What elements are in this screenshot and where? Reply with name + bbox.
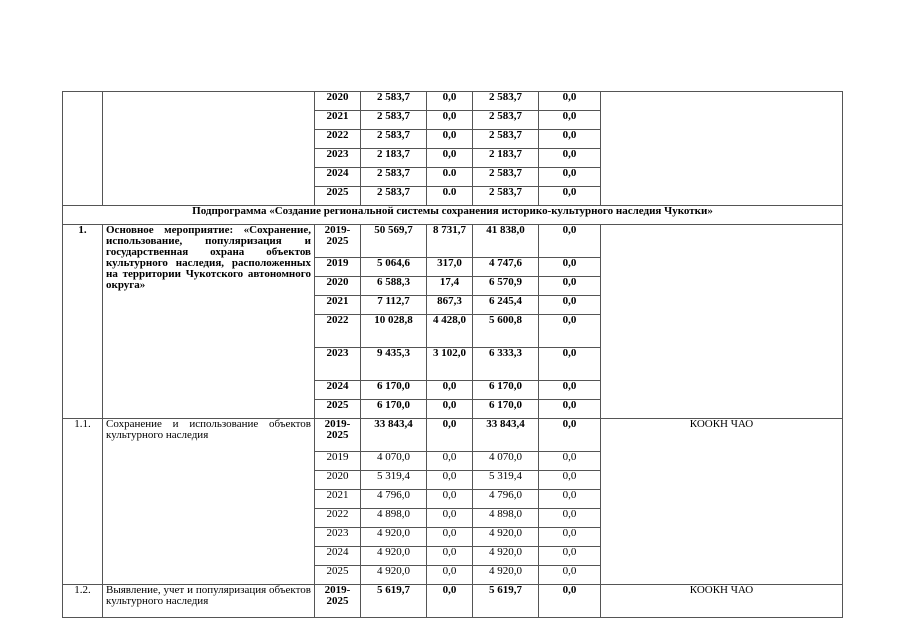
regional-cell: 6 170,0 bbox=[473, 400, 539, 419]
executor-cell bbox=[601, 225, 843, 419]
regional-cell: 2 183,7 bbox=[473, 149, 539, 168]
table-row bbox=[63, 225, 843, 258]
regional-cell: 4 920,0 bbox=[473, 528, 539, 547]
other-cell: 0,0 bbox=[539, 419, 601, 452]
federal-cell: 0,0 bbox=[427, 381, 473, 400]
table-row bbox=[63, 419, 843, 452]
year-cell: 2020 bbox=[315, 471, 361, 490]
federal-cell: 0,0 bbox=[427, 452, 473, 471]
other-cell: 0,0 bbox=[539, 566, 601, 585]
total-cell: 6 588,3 bbox=[361, 277, 427, 296]
other-cell: 0,0 bbox=[539, 490, 601, 509]
executor-cell: КООКН ЧАО bbox=[601, 419, 843, 585]
regional-cell: 41 838,0 bbox=[473, 225, 539, 258]
item-number: 1. bbox=[63, 225, 103, 419]
year-cell: 2022 bbox=[315, 509, 361, 528]
year-cell: 2024 bbox=[315, 547, 361, 566]
other-cell: 0,0 bbox=[539, 296, 601, 315]
total-cell: 4 920,0 bbox=[361, 528, 427, 547]
item-name: Сохранение и использование объектов культурного наследия bbox=[103, 419, 315, 585]
other-cell: 0,0 bbox=[539, 547, 601, 566]
regional-cell: 4 070,0 bbox=[473, 452, 539, 471]
other-cell: 0,0 bbox=[539, 509, 601, 528]
federal-cell: 8 731,7 bbox=[427, 225, 473, 258]
table-row bbox=[63, 92, 843, 111]
executor-cell: КООКН ЧАО bbox=[601, 585, 843, 618]
regional-cell: 4 747,6 bbox=[473, 258, 539, 277]
federal-cell: 0,0 bbox=[427, 111, 473, 130]
regional-cell: 4 796,0 bbox=[473, 490, 539, 509]
executor-cell bbox=[601, 92, 843, 206]
federal-cell: 867,3 bbox=[427, 296, 473, 315]
total-cell: 10 028,8 bbox=[361, 315, 427, 348]
federal-cell: 0,0 bbox=[427, 130, 473, 149]
year-cell: 2021 bbox=[315, 490, 361, 509]
regional-cell: 5 319,4 bbox=[473, 471, 539, 490]
federal-cell: 0,0 bbox=[427, 149, 473, 168]
regional-cell: 4 920,0 bbox=[473, 566, 539, 585]
total-cell: 4 920,0 bbox=[361, 547, 427, 566]
total-cell: 6 170,0 bbox=[361, 400, 427, 419]
other-cell: 0,0 bbox=[539, 315, 601, 348]
other-cell: 0,0 bbox=[539, 168, 601, 187]
year-cell: 2024 bbox=[315, 168, 361, 187]
regional-cell: 6 333,3 bbox=[473, 348, 539, 381]
other-cell: 0,0 bbox=[539, 130, 601, 149]
total-cell: 7 112,7 bbox=[361, 296, 427, 315]
total-cell: 2 583,7 bbox=[361, 92, 427, 111]
other-cell: 0,0 bbox=[539, 585, 601, 618]
other-cell: 0,0 bbox=[539, 400, 601, 419]
total-cell: 5 319,4 bbox=[361, 471, 427, 490]
year-cell: 2025 bbox=[315, 187, 361, 206]
table-row bbox=[63, 206, 843, 225]
year-cell: 2025 bbox=[315, 400, 361, 419]
year-cell: 2022 bbox=[315, 130, 361, 149]
federal-cell: 0.0 bbox=[427, 187, 473, 206]
regional-cell: 5 600,8 bbox=[473, 315, 539, 348]
total-cell: 33 843,4 bbox=[361, 419, 427, 452]
year-cell: 2019-2025 bbox=[315, 419, 361, 452]
year-cell: 2024 bbox=[315, 381, 361, 400]
federal-cell: 317,0 bbox=[427, 258, 473, 277]
budget-table bbox=[62, 91, 843, 618]
total-cell: 5 064,6 bbox=[361, 258, 427, 277]
total-cell: 9 435,3 bbox=[361, 348, 427, 381]
regional-cell: 2 583,7 bbox=[473, 168, 539, 187]
regional-cell: 2 583,7 bbox=[473, 130, 539, 149]
regional-cell: 2 583,7 bbox=[473, 111, 539, 130]
total-cell: 2 583,7 bbox=[361, 130, 427, 149]
year-cell: 2019-2025 bbox=[315, 225, 361, 258]
total-cell: 4 898,0 bbox=[361, 509, 427, 528]
other-cell: 0,0 bbox=[539, 258, 601, 277]
total-cell: 2 583,7 bbox=[361, 168, 427, 187]
item-name: Основное мероприятие: «Сохранение, использование, популяризация и государственная охрана объектов культурного наследия, расположенных на территории Чукотского автономного округа» bbox=[103, 225, 315, 419]
federal-cell: 0,0 bbox=[427, 566, 473, 585]
total-cell: 5 619,7 bbox=[361, 585, 427, 618]
other-cell: 0,0 bbox=[539, 187, 601, 206]
federal-cell: 4 428,0 bbox=[427, 315, 473, 348]
other-cell: 0,0 bbox=[539, 452, 601, 471]
other-cell: 0,0 bbox=[539, 92, 601, 111]
total-cell: 6 170,0 bbox=[361, 381, 427, 400]
federal-cell: 0,0 bbox=[427, 419, 473, 452]
other-cell: 0,0 bbox=[539, 381, 601, 400]
year-cell: 2020 bbox=[315, 92, 361, 111]
year-cell: 2023 bbox=[315, 149, 361, 168]
year-cell: 2020 bbox=[315, 277, 361, 296]
year-cell: 2023 bbox=[315, 348, 361, 381]
year-cell: 2022 bbox=[315, 315, 361, 348]
federal-cell: 0,0 bbox=[427, 509, 473, 528]
other-cell: 0,0 bbox=[539, 225, 601, 258]
federal-cell: 0,0 bbox=[427, 547, 473, 566]
federal-cell: 0,0 bbox=[427, 92, 473, 111]
year-cell: 2019 bbox=[315, 452, 361, 471]
total-cell: 4 796,0 bbox=[361, 490, 427, 509]
regional-cell: 2 583,7 bbox=[473, 187, 539, 206]
total-cell: 2 583,7 bbox=[361, 111, 427, 130]
subprogram-title: Подпрограмма «Создание региональной системы сохранения историко-культурного наследия Чукотки» bbox=[63, 206, 843, 225]
other-cell: 0,0 bbox=[539, 277, 601, 296]
year-cell: 2019 bbox=[315, 258, 361, 277]
regional-cell: 5 619,7 bbox=[473, 585, 539, 618]
federal-cell: 0,0 bbox=[427, 585, 473, 618]
regional-cell: 33 843,4 bbox=[473, 419, 539, 452]
regional-cell: 4 920,0 bbox=[473, 547, 539, 566]
item-number: 1.2. bbox=[63, 585, 103, 618]
name-cell bbox=[103, 92, 315, 206]
year-cell: 2025 bbox=[315, 566, 361, 585]
federal-cell: 0,0 bbox=[427, 528, 473, 547]
total-cell: 4 920,0 bbox=[361, 566, 427, 585]
year-cell: 2021 bbox=[315, 296, 361, 315]
total-cell: 50 569,7 bbox=[361, 225, 427, 258]
other-cell: 0,0 bbox=[539, 471, 601, 490]
table-body bbox=[63, 92, 843, 618]
federal-cell: 0,0 bbox=[427, 400, 473, 419]
federal-cell: 0,0 bbox=[427, 471, 473, 490]
year-cell: 2023 bbox=[315, 528, 361, 547]
federal-cell: 0,0 bbox=[427, 490, 473, 509]
federal-cell: 3 102,0 bbox=[427, 348, 473, 381]
regional-cell: 4 898,0 bbox=[473, 509, 539, 528]
federal-cell: 0.0 bbox=[427, 168, 473, 187]
item-name: Выявление, учет и популяризация объектов культурного наследия bbox=[103, 585, 315, 618]
federal-cell: 17,4 bbox=[427, 277, 473, 296]
total-cell: 2 183,7 bbox=[361, 149, 427, 168]
year-cell: 2021 bbox=[315, 111, 361, 130]
year-cell: 2019-2025 bbox=[315, 585, 361, 618]
total-cell: 4 070,0 bbox=[361, 452, 427, 471]
regional-cell: 6 170,0 bbox=[473, 381, 539, 400]
table-row bbox=[63, 585, 843, 618]
other-cell: 0,0 bbox=[539, 111, 601, 130]
regional-cell: 6 245,4 bbox=[473, 296, 539, 315]
regional-cell: 6 570,9 bbox=[473, 277, 539, 296]
item-number: 1.1. bbox=[63, 419, 103, 585]
regional-cell: 2 583,7 bbox=[473, 92, 539, 111]
num-cell bbox=[63, 92, 103, 206]
other-cell: 0,0 bbox=[539, 528, 601, 547]
other-cell: 0,0 bbox=[539, 348, 601, 381]
other-cell: 0,0 bbox=[539, 149, 601, 168]
total-cell: 2 583,7 bbox=[361, 187, 427, 206]
